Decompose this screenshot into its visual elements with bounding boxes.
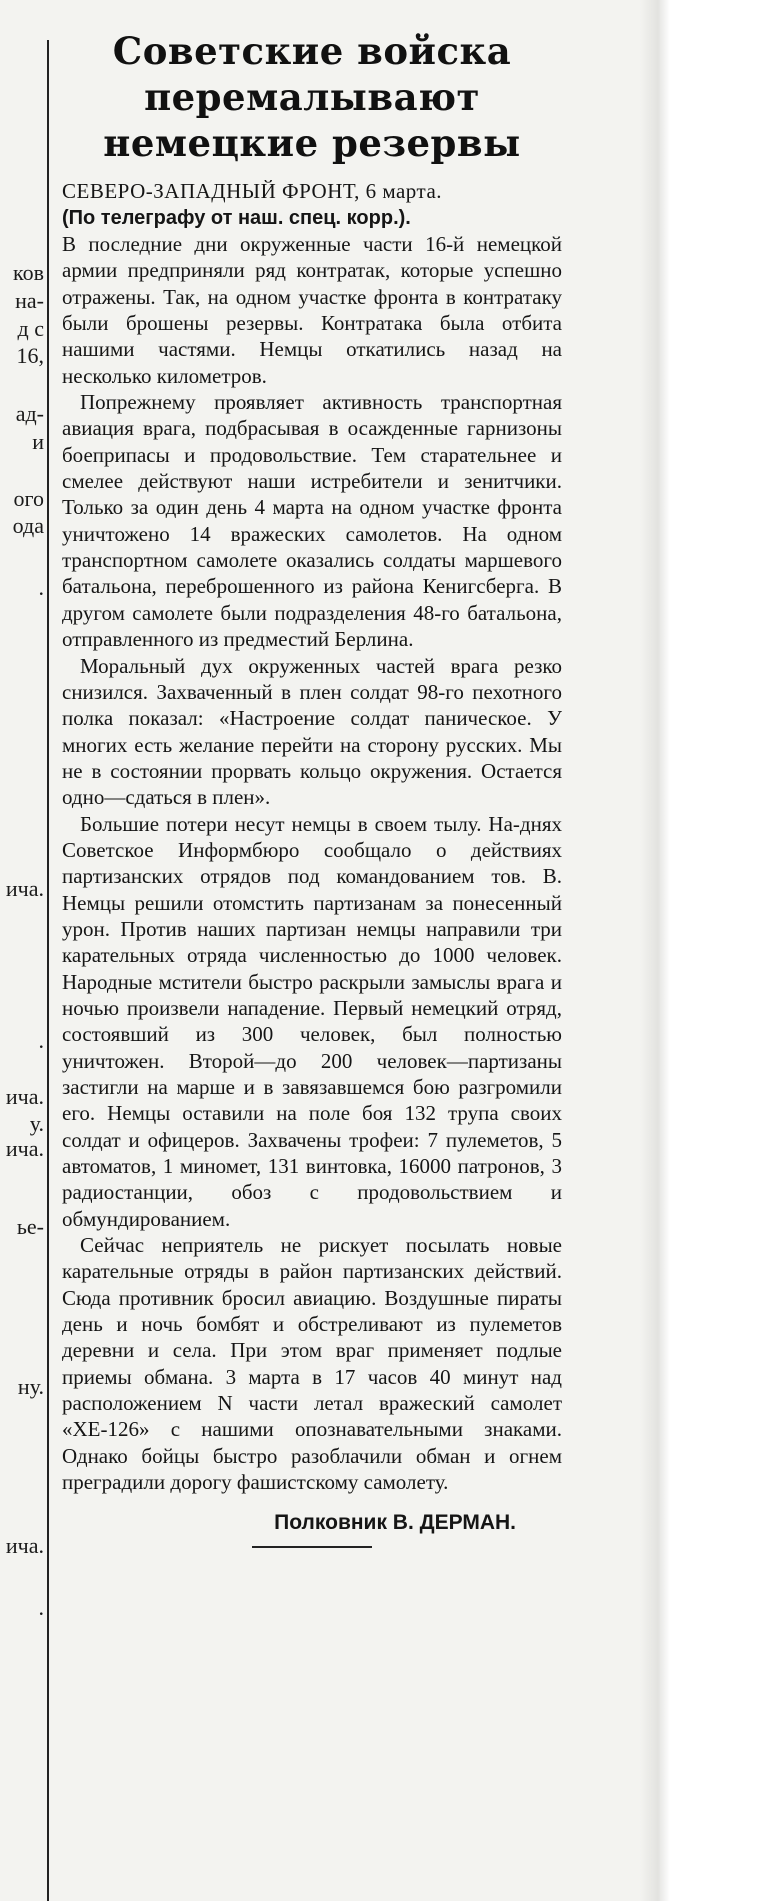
fragment-text: у. xyxy=(29,1111,44,1136)
fragment-text: ича. xyxy=(5,1084,44,1109)
fragment-text: на- xyxy=(15,288,44,313)
fragment-text: ну. xyxy=(17,1374,44,1399)
dateline-source: (По телеграфу от наш. спец. корр.). xyxy=(62,207,411,229)
fragment-text: д с xyxy=(17,316,44,341)
fragment-text: ода xyxy=(12,513,44,538)
fragment-text: и xyxy=(32,429,44,454)
article-paragraph: Сейчас неприятель не рискует посылать новые карательные отряды в район партизанских действий. Сюда противник бросил авиацию. Воздушные пираты день и ночь бомбят и обстреливают из пулеметов деревни и села. При этом враг применяет подлые приемы обмана. 3 марта в 17 часов 40 минут над расположением N части летал вражеский самолет «ХЕ-126» с нашими опознавательными знаками. Однако бойцы быстро разоблачили обман и огнем преградили дорогу фашистскому самолету. xyxy=(62,1233,562,1495)
headline-line: перемалывают xyxy=(144,75,480,119)
article-paragraph: Попрежнему проявляет активность транспортная авиация врага, подбрасывая в осажденные гарнизоны боеприпасы и продовольствие. Тем старательнее и смелее действуют наши истребители и зенитчики. Только за один день 4 марта на одном участке фронта уничтожено 14 вражеских самолетов. На одном транспортном самолете оказались солдаты маршевого батальона, переброшенного из района Кенигсберга. В другом самолете были подразделения 48-го батальона, отправленного из предместий Берлина. xyxy=(62,390,562,652)
fragment-text: ад- xyxy=(15,401,44,426)
adjacent-column-fragments xyxy=(0,0,46,1901)
fragment-text: . xyxy=(38,575,44,600)
article-paragraph: Большие потери несут немцы в своем тылу. На-днях Советское Информбюро сообщало о действиях партизанских отрядов под командованием тов. В. Немцы решили отомстить партизанам за понесенный урон. Против наших партизан немцы направили три карательных отряда численностью до 1000 человек. Народные мстители быстро раскрыли замыслы врага и ночью произвели нападение. Первый немецкий отряд, состоявший из 300 человек, был полностью уничтожен. Второй—до 200 человек—партизаны застигли на марше и в завязавшемся бою разгромили его. Немцы оставили на поле боя 132 трупа своих солдат и офицеров. Захвачены трофеи: 7 пулеметов, 5 автоматов, 1 миномет, 131 винтовка, 16000 патронов, 3 радиостанции, обоз с продовольствием и обмундированием. xyxy=(62,811,562,1231)
fragment-text: ого xyxy=(13,486,44,511)
article-headline xyxy=(62,28,562,166)
fragment-text: . xyxy=(38,1028,44,1053)
fragment-text: 16, xyxy=(16,343,44,368)
page-edge-shadow xyxy=(640,0,670,1901)
closing-rule xyxy=(252,1546,372,1548)
fragment-text: ье- xyxy=(16,1214,44,1239)
column-divider xyxy=(47,40,49,1901)
fragment-text: ича. xyxy=(5,1136,44,1161)
news-article xyxy=(62,28,562,1548)
headline-line: Советские войска xyxy=(112,29,512,73)
fragment-text: ича. xyxy=(5,1533,44,1558)
headline-line: немецкие резервы xyxy=(103,121,521,165)
dateline-location: СЕВЕРО-ЗАПАДНЫЙ ФРОНТ, 6 марта. xyxy=(62,179,443,203)
article-paragraph: Моральный дух окруженных частей врага резко снизился. Захваченный в плен солдат 98-го пехотного полка показал: «Настроение солдат паническое. У многих есть желание перейти на сторону русских. Мы не в состоянии прорвать кольцо окружения. Остается одно—сдаться в плен». xyxy=(62,653,562,810)
fragment-text: ича. xyxy=(5,876,44,901)
article-paragraph: В последние дни окруженные части 16-й немецкой армии предприняли ряд контратак, которые успешно отражены. Так, на одном участке фронта в контратаку были брошены резервы. Контратака была отбита нашими частями. Немцы откатились назад на несколько километров. xyxy=(62,232,562,388)
article-byline: Полковник В. ДЕРМАН. xyxy=(274,1510,516,1534)
article-dateline xyxy=(62,178,562,231)
fragment-text: . xyxy=(38,1595,44,1620)
fragment-text: ков xyxy=(13,260,44,285)
